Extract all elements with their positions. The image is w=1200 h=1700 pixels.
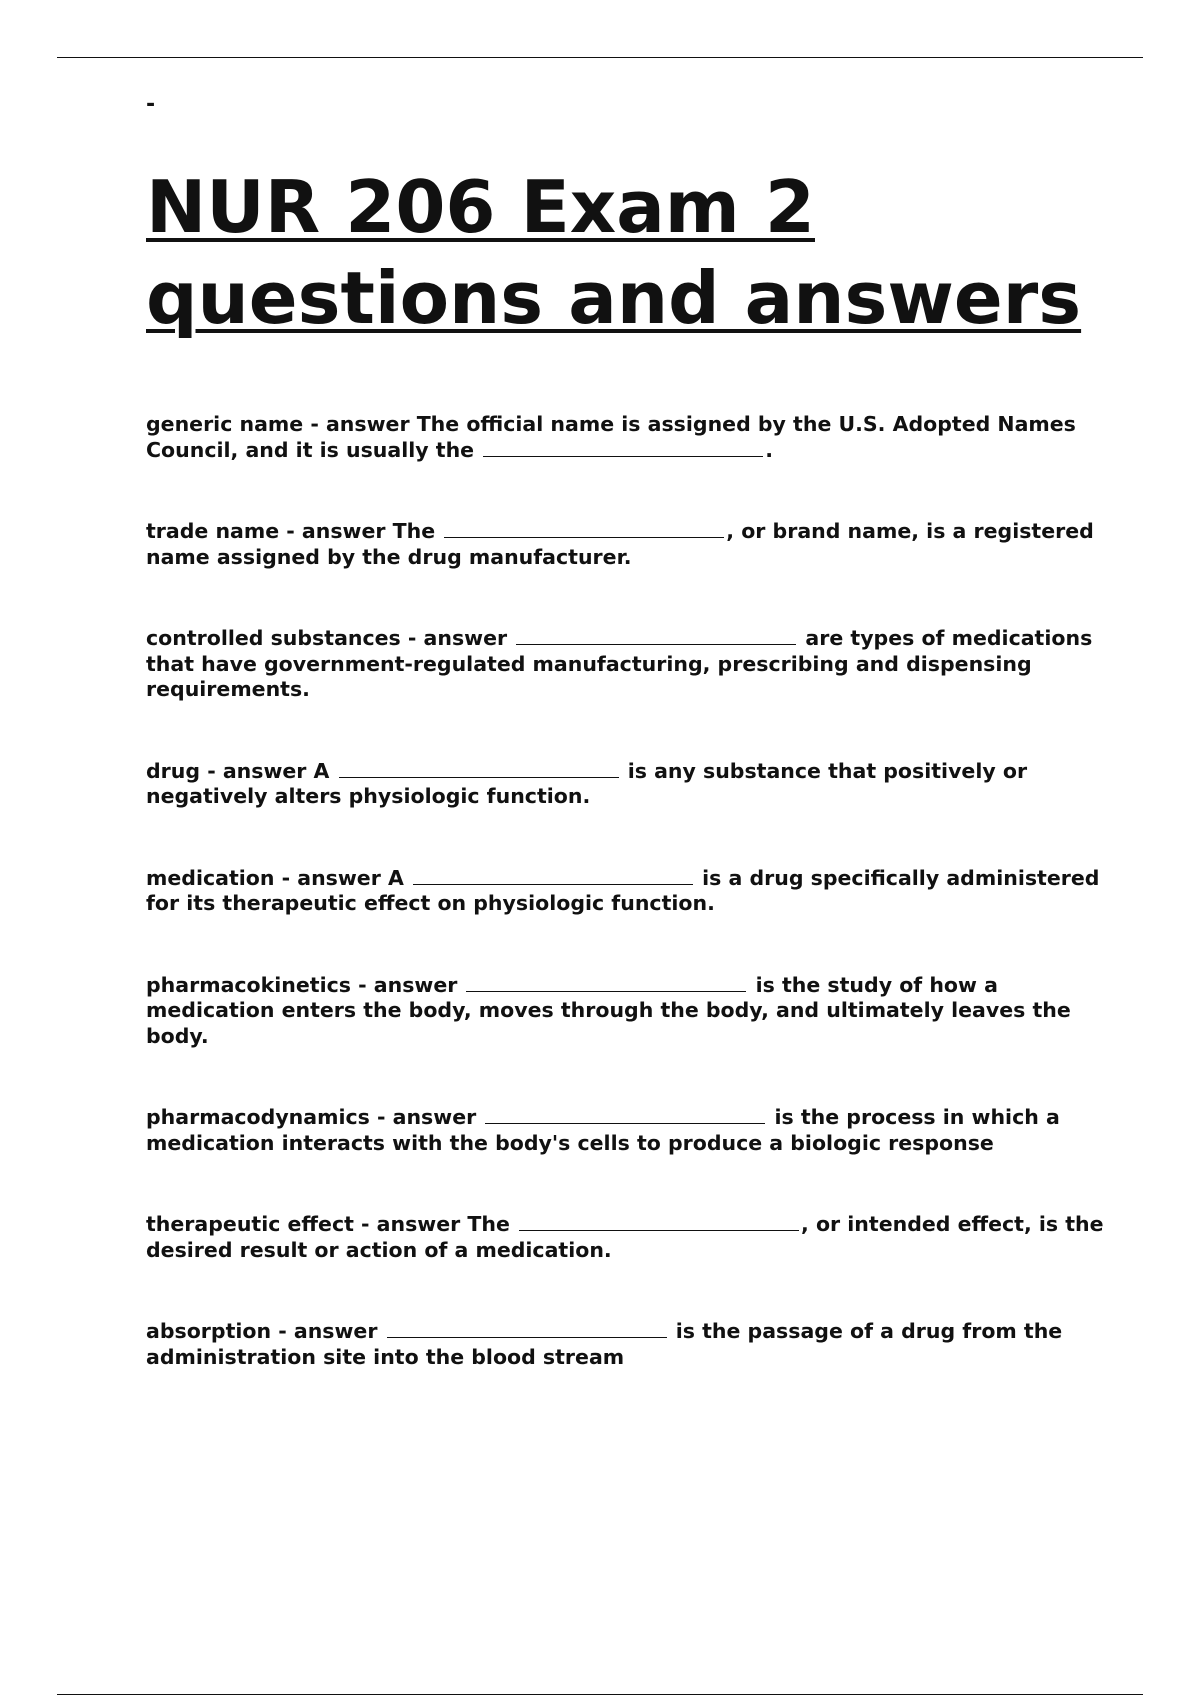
- qa-item-pharmacokinetics: [146, 973, 1106, 1050]
- qa-text-before: therapeutic effect - answer The: [146, 1212, 510, 1236]
- qa-text-before: medication - answer A: [146, 865, 404, 890]
- qa-list: [146, 412, 1106, 1370]
- qa-text-before: pharmacokinetics - answer: [146, 972, 458, 997]
- qa-text-before: drug - answer A: [146, 758, 330, 783]
- top-rule: [57, 57, 1143, 58]
- answer-blank: [413, 883, 693, 885]
- answer-blank: [483, 455, 763, 457]
- answer-blank: [485, 1122, 765, 1124]
- answer-blank: [339, 776, 619, 778]
- answer-blank: [444, 536, 724, 538]
- qa-item-therapeutic-effect: [146, 1212, 1106, 1263]
- answer-blank: [387, 1336, 667, 1338]
- qa-text-before: controlled substances - answer: [146, 626, 508, 650]
- qa-text-after: are types of medications that have government-regulated manufacturing, prescribing and dispensing requirements.: [146, 626, 1093, 701]
- qa-item-absorption: [146, 1319, 1106, 1370]
- qa-text-after: is the passage of a drug from the administration site into the blood stream: [146, 1319, 1063, 1369]
- bottom-rule: [57, 1694, 1143, 1695]
- answer-blank: [466, 990, 746, 992]
- qa-text-after: is the study of how a medication enters the body, moves through the body, and ultimately leaves the body.: [146, 972, 1071, 1048]
- qa-text-after: , or intended effect, is the desired result or action of a medication.: [146, 1212, 1104, 1262]
- title-line-1: NUR 206 Exam 2: [146, 165, 815, 249]
- header-marker: -: [146, 92, 156, 117]
- qa-text-after: , or brand name, is a registered name assigned by the drug manufacturer.: [146, 519, 1094, 569]
- qa-text-before: generic name - answer The official name is assigned by the U.S. Adopted Names Council, and it is usually the: [146, 412, 1076, 462]
- qa-item-trade-name: [146, 519, 1106, 570]
- qa-text-after: is a drug specifically administered for its therapeutic effect on physiologic function.: [146, 865, 1100, 915]
- qa-text-after: is the process in which a medication interacts with the body's cells to produce a biologic response: [146, 1105, 1060, 1155]
- answer-blank: [519, 1229, 799, 1231]
- qa-item-controlled-substances: [146, 626, 1106, 703]
- qa-text-before: absorption - answer: [146, 1319, 378, 1343]
- document-body: [146, 92, 1106, 1426]
- qa-item-medication: [146, 866, 1106, 917]
- title-line-2: questions and answers: [146, 256, 1082, 340]
- qa-text-before: pharmacodynamics - answer: [146, 1105, 477, 1129]
- qa-text-after: .: [765, 437, 774, 462]
- qa-item-pharmacodynamics: [146, 1105, 1106, 1156]
- qa-item-generic-name: [146, 412, 1106, 463]
- document-title: [146, 162, 1106, 344]
- qa-item-drug: [146, 759, 1106, 810]
- qa-text-after: is any substance that positively or negatively alters physiologic function.: [146, 758, 1028, 808]
- answer-blank: [516, 643, 796, 645]
- qa-text-before: trade name - answer The: [146, 519, 436, 543]
